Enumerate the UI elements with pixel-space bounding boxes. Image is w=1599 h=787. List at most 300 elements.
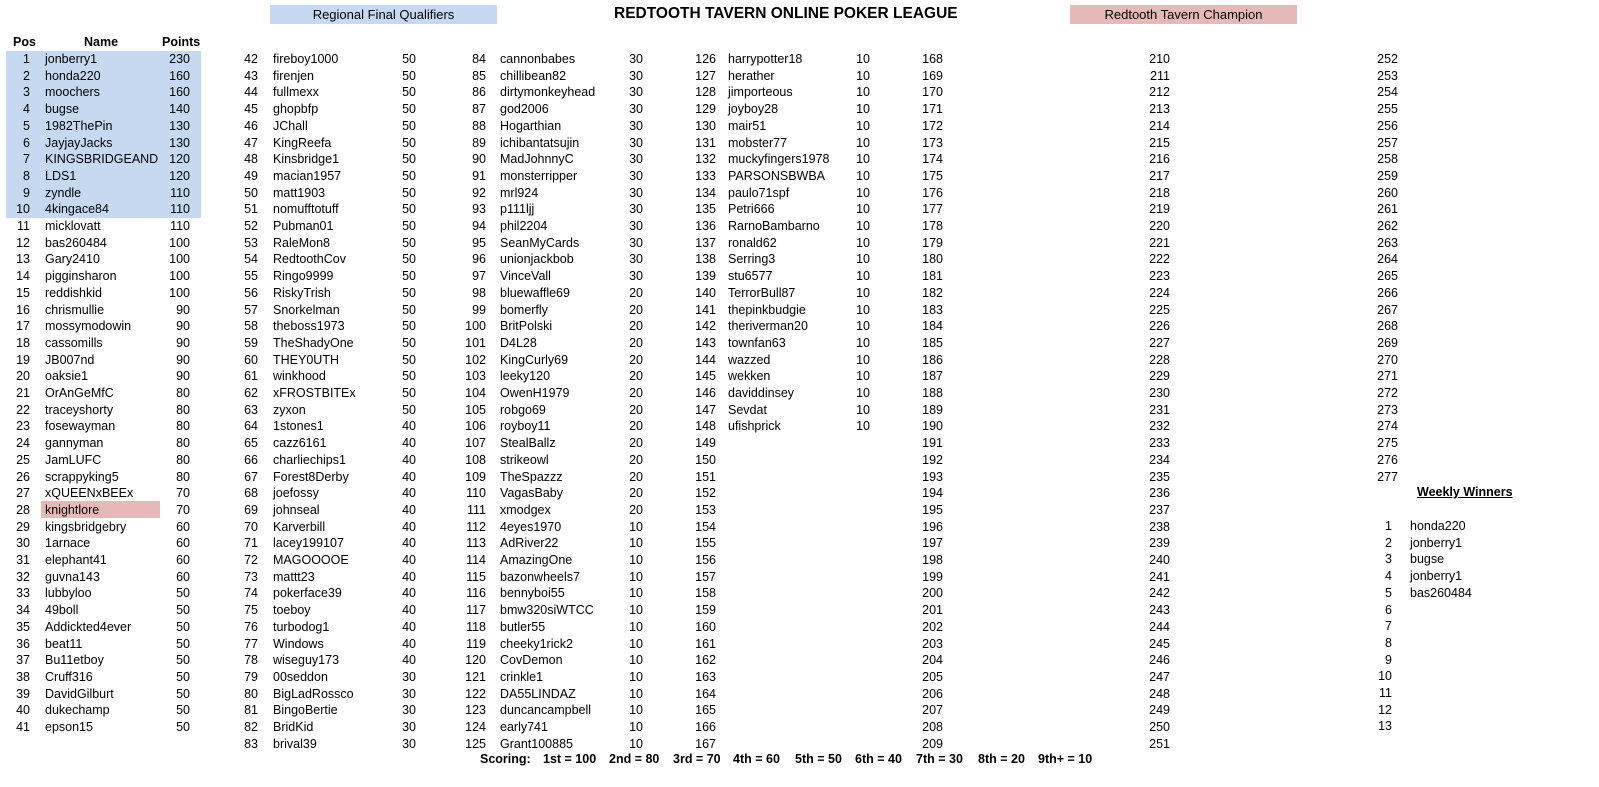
week-number: 1 [1385,519,1392,533]
row-player-name: Bu11etboy [45,653,104,668]
row-points: 30 [402,686,416,701]
row-position: 26 [16,469,30,484]
week-number: 8 [1385,635,1392,650]
row-position: 10 [16,202,30,217]
row-points: 50 [402,185,416,200]
row-player-name: TheShadyOne [273,335,354,350]
row-points: 50 [402,135,416,150]
row-points: 10 [856,118,870,133]
row-position: 15 [16,285,30,300]
row-position: 92 [472,185,486,200]
row-points: 130 [169,118,190,133]
row-position: 175 [922,168,943,183]
row-points: 50 [176,669,190,684]
row-position: 170 [922,85,943,100]
row-position: 141 [695,302,716,317]
row-player-name: turbodog1 [273,619,330,634]
row-position: 160 [695,619,716,634]
row-position: 126 [695,52,716,66]
row-position: 43 [244,68,258,83]
row-position: 101 [465,335,486,350]
row-position: 61 [244,369,258,384]
row-position: 20 [16,369,30,384]
row-points: 10 [629,703,643,718]
weekly-winner-row [0,568,1599,585]
row-position: 183 [922,302,943,317]
week-number: 6 [1385,602,1392,617]
row-position: 258 [1377,152,1398,167]
row-player-name: pokerface39 [273,586,342,601]
row-position: 211 [1150,68,1170,83]
standings-row [0,84,1599,101]
row-position: 190 [922,419,943,434]
row-position: 41 [16,720,30,734]
row-player-name: Gary2410 [45,252,100,267]
row-player-name: stu6577 [728,269,773,284]
row-points: 50 [176,619,190,634]
week-winner-name: honda220 [1410,519,1466,533]
row-points: 60 [176,519,190,534]
row-position: 231 [1149,402,1170,417]
row-position: 265 [1377,269,1398,284]
row-position: 17 [16,319,30,334]
row-position: 70 [244,519,258,534]
row-position: 65 [244,436,258,451]
row-position: 128 [695,85,716,100]
row-player-name: moochers [45,85,100,100]
row-position: 166 [695,720,716,734]
row-position: 14 [16,269,30,284]
row-position: 95 [472,235,486,250]
row-position: 123 [465,703,486,718]
row-player-name: daviddinsey [728,386,795,400]
week-winner-name: jonberry1 [1410,535,1463,550]
row-player-name: AdRiver22 [500,536,559,551]
row-position: 214 [1149,118,1170,133]
champion-label: Redtooth Tavern Champion [1070,5,1297,24]
row-position: 97 [472,269,486,284]
row-points: 10 [629,603,643,618]
row-position: 156 [695,553,716,567]
row-player-name: oaksie1 [45,369,89,384]
row-position: 246 [1149,653,1170,668]
row-player-name: DavidGilburt [45,686,114,701]
row-position: 93 [472,202,486,217]
row-player-name: nomufftotuff [273,202,339,217]
row-position: 236 [1149,486,1170,501]
row-position: 115 [466,569,486,584]
row-position: 273 [1377,402,1398,417]
row-position: 12 [16,235,30,250]
row-position: 72 [244,553,258,567]
row-player-name: mrl924 [500,185,539,200]
row-position: 103 [465,369,486,384]
row-position: 100 [465,319,486,334]
row-points: 50 [402,152,416,167]
row-position: 88 [472,118,486,133]
row-points: 60 [176,569,190,584]
row-points: 20 [629,502,643,517]
row-position: 21 [16,386,30,400]
row-player-name: macian1957 [273,168,342,183]
row-player-name: monsterripper [500,168,578,183]
row-player-name: Petri666 [728,202,775,217]
row-position: 132 [695,152,716,167]
row-position: 73 [244,569,258,584]
row-player-name: ufishprick [728,419,781,434]
standings-row [0,101,1599,118]
row-player-name: herather [728,68,775,83]
row-player-name: fosewayman [45,419,116,434]
row-points: 160 [169,68,190,83]
row-points: 120 [169,152,190,167]
row-position: 66 [244,452,258,467]
row-player-name: crinkle1 [500,669,544,684]
weekly-winner-row [0,602,1599,619]
row-points: 70 [176,502,190,517]
row-position: 136 [695,219,716,233]
row-position: 13 [16,252,30,267]
row-points: 50 [402,235,416,250]
row-player-name: KingReefa [273,135,332,150]
row-points: 40 [402,486,416,501]
row-position: 202 [922,619,943,634]
row-position: 242 [1149,586,1170,601]
row-points: 50 [402,402,416,417]
row-points: 40 [402,469,416,484]
row-position: 206 [922,686,943,701]
row-points: 40 [402,502,416,517]
row-player-name: beat11 [45,636,83,651]
row-position: 52 [244,219,258,233]
row-player-name: SeanMyCards [500,235,580,250]
row-points: 130 [169,135,190,150]
standings-row [0,452,1599,469]
row-player-name: wazzed [728,352,771,367]
row-position: 195 [922,502,943,517]
row-position: 75 [244,603,258,618]
week-winner-name: bugse [1410,552,1445,567]
row-points: 10 [629,669,643,684]
row-position: 116 [466,586,486,601]
row-points: 20 [629,285,643,300]
row-points: 60 [176,553,190,567]
row-player-name: RaleMon8 [273,235,330,250]
row-points: 40 [402,569,416,584]
row-position: 159 [695,603,716,618]
row-position: 23 [16,419,30,434]
row-position: 275 [1377,436,1398,451]
row-position: 29 [16,519,30,534]
row-position: 254 [1377,85,1398,100]
row-points: 50 [402,52,416,66]
row-points: 30 [629,219,643,233]
row-points: 120 [169,168,190,183]
row-points: 20 [629,335,643,350]
row-position: 35 [16,619,30,634]
row-position: 222 [1149,252,1170,267]
row-position: 85 [472,68,486,83]
row-player-name: KingCurly69 [500,352,569,367]
row-position: 220 [1149,219,1170,233]
row-player-name: lacey199107 [273,536,344,551]
row-points: 30 [629,252,643,267]
row-position: 161 [695,636,716,651]
week-number: 11 [1379,686,1392,700]
row-player-name: matt1903 [273,185,326,200]
row-points: 30 [402,669,416,684]
row-position: 147 [695,402,716,417]
row-player-name: dukechamp [45,703,110,718]
scoring-item: 5th = 50 [795,752,842,766]
row-position: 19 [16,352,30,367]
row-player-name: knightlore [45,502,100,517]
scoring-item: 7th = 30 [916,752,963,766]
row-points: 140 [169,102,190,117]
row-player-name: jonberry1 [45,52,98,66]
row-position: 64 [244,419,258,434]
row-player-name: lubbyloo [45,586,92,601]
row-player-name: 1982ThePin [45,118,113,133]
row-position: 237 [1149,502,1170,517]
week-number: 10 [1378,669,1392,684]
row-points: 30 [629,102,643,117]
row-position: 248 [1149,686,1170,701]
row-position: 188 [922,386,943,400]
row-position: 113 [466,536,486,551]
row-points: 60 [176,536,190,551]
row-player-name: VinceVall [500,269,551,284]
row-points: 10 [856,369,870,384]
row-position: 247 [1149,669,1170,684]
row-player-name: wekken [728,369,771,384]
row-position: 120 [465,653,486,668]
row-position: 148 [695,419,716,434]
weekly-winner-row [0,635,1599,652]
row-position: 121 [465,669,486,684]
row-player-name: honda220 [45,68,101,83]
week-number: 7 [1385,619,1392,634]
row-position: 57 [244,302,258,317]
row-position: 96 [472,252,486,267]
row-position: 192 [922,452,943,467]
weekly-winner-row [0,718,1599,735]
row-position: 205 [922,669,943,684]
row-points: 30 [629,118,643,133]
row-player-name: townfan63 [728,335,786,350]
row-position: 144 [695,352,716,367]
row-position: 232 [1149,419,1170,434]
weekly-winner-row [0,668,1599,685]
row-position: 112 [466,519,486,534]
row-position: 32 [16,569,30,584]
row-position: 98 [472,285,486,300]
row-player-name: pigginsharon [45,269,117,284]
row-position: 91 [472,168,486,183]
row-points: 80 [176,386,190,400]
row-position: 199 [922,569,943,584]
row-position: 196 [922,519,943,534]
row-position: 153 [695,502,716,517]
page-title: REDTOOTH TAVERN ONLINE POKER LEAGUE [614,5,958,22]
row-position: 79 [244,669,258,684]
row-points: 20 [629,402,643,417]
weekly-winner-row [0,652,1599,669]
row-points: 30 [402,736,416,751]
row-points: 10 [856,352,870,367]
row-points: 80 [176,402,190,417]
weekly-winner-row [0,585,1599,602]
row-position: 53 [244,235,258,250]
row-points: 10 [856,168,870,183]
row-player-name: theboss1973 [273,319,345,334]
row-player-name: Cruff316 [45,669,93,684]
row-position: 217 [1149,168,1170,183]
row-player-name: joyboy28 [728,102,779,117]
row-player-name: mattt23 [273,569,315,584]
row-position: 9 [23,185,30,200]
row-points: 20 [629,436,643,451]
row-player-name: bazonwheels7 [500,569,580,584]
row-player-name: xFROSTBITEx [273,386,356,400]
row-position: 45 [244,102,258,117]
row-position: 1 [23,52,30,66]
row-position: 30 [16,536,30,551]
row-player-name: LDS1 [45,168,77,183]
row-position: 36 [16,636,30,651]
row-points: 30 [629,269,643,284]
row-player-name: RarnoBambarno [728,219,820,233]
row-player-name: 00seddon [273,669,328,684]
row-position: 256 [1377,118,1398,133]
row-points: 50 [176,720,190,734]
row-points: 110 [170,185,190,200]
row-position: 172 [922,118,943,133]
week-winner-name: bas260484 [1410,585,1472,600]
week-winner-name: jonberry1 [1410,569,1463,584]
row-points: 10 [856,235,870,250]
row-position: 198 [922,553,943,567]
header-points: Points [162,35,201,49]
row-position: 140 [695,285,716,300]
row-player-name: JamLUFC [45,452,102,467]
row-player-name: bas260484 [45,235,107,250]
weekly-winner-row [0,551,1599,568]
row-points: 40 [402,519,416,534]
row-position: 270 [1377,352,1398,367]
row-player-name: johnseal [273,502,320,517]
row-points: 80 [176,419,190,434]
row-position: 203 [922,636,943,651]
row-position: 2 [23,68,30,83]
row-position: 173 [922,135,943,150]
row-points: 10 [856,319,870,334]
row-player-name: muckyfingers1978 [728,152,830,167]
row-points: 50 [402,285,416,300]
row-player-name: Windows [273,636,324,651]
row-player-name: chrismullie [45,302,105,317]
weekly-winner-row [0,702,1599,719]
row-position: 171 [922,102,943,117]
row-points: 10 [629,569,643,584]
row-player-name: BritPolski [500,319,553,334]
row-player-name: joefossy [273,486,319,501]
row-position: 94 [472,219,486,233]
row-player-name: fullmexx [273,85,319,100]
row-player-name: 49boll [45,603,79,618]
row-position: 208 [922,720,943,734]
row-position: 223 [1149,269,1170,284]
row-points: 10 [856,219,870,233]
row-points: 230 [169,52,190,66]
standings-row [0,302,1599,319]
row-position: 257 [1377,135,1398,150]
row-player-name: guvna143 [45,569,100,584]
row-position: 266 [1377,285,1398,300]
row-player-name: TheSpazzz [500,469,563,484]
row-points: 30 [629,202,643,217]
row-player-name: OrAnGeMfC [45,386,114,400]
row-points: 50 [402,252,416,267]
row-position: 137 [695,235,716,250]
row-position: 253 [1377,68,1398,83]
row-position: 255 [1377,102,1398,117]
row-points: 90 [176,369,190,384]
row-points: 10 [629,720,643,734]
row-position: 194 [922,486,943,501]
row-points: 10 [856,85,870,100]
row-position: 80 [244,686,258,701]
row-position: 245 [1149,636,1170,651]
row-position: 181 [922,269,943,284]
row-position: 162 [695,653,716,668]
row-points: 160 [169,85,190,100]
row-player-name: winkhood [273,369,326,384]
row-position: 37 [16,653,30,668]
row-player-name: 4kingace84 [45,202,109,217]
row-position: 122 [465,686,486,701]
row-position: 186 [922,352,943,367]
row-position: 259 [1377,168,1398,183]
standings-row [0,318,1599,335]
row-position: 269 [1377,335,1398,350]
row-points: 20 [629,486,643,501]
row-position: 225 [1149,302,1170,317]
row-points: 50 [176,686,190,701]
row-points: 20 [629,386,643,400]
row-position: 180 [922,252,943,267]
row-position: 145 [695,369,716,384]
row-points: 40 [402,553,416,567]
weekly-winner-row [0,618,1599,635]
scoring-label: Scoring: [480,752,531,766]
row-points: 10 [856,102,870,117]
row-points: 30 [629,185,643,200]
weekly-winners-title: Weekly Winners [1417,485,1513,499]
row-player-name: mair51 [728,118,767,133]
row-points: 100 [169,252,190,267]
row-position: 240 [1149,553,1170,567]
row-position: 276 [1377,452,1398,467]
row-position: 227 [1149,335,1170,350]
standings-row [0,51,1599,68]
standings-row [0,418,1599,435]
row-position: 44 [244,85,258,100]
row-points: 90 [176,352,190,367]
row-points: 40 [402,603,416,618]
row-position: 133 [695,168,716,183]
row-points: 50 [402,335,416,350]
